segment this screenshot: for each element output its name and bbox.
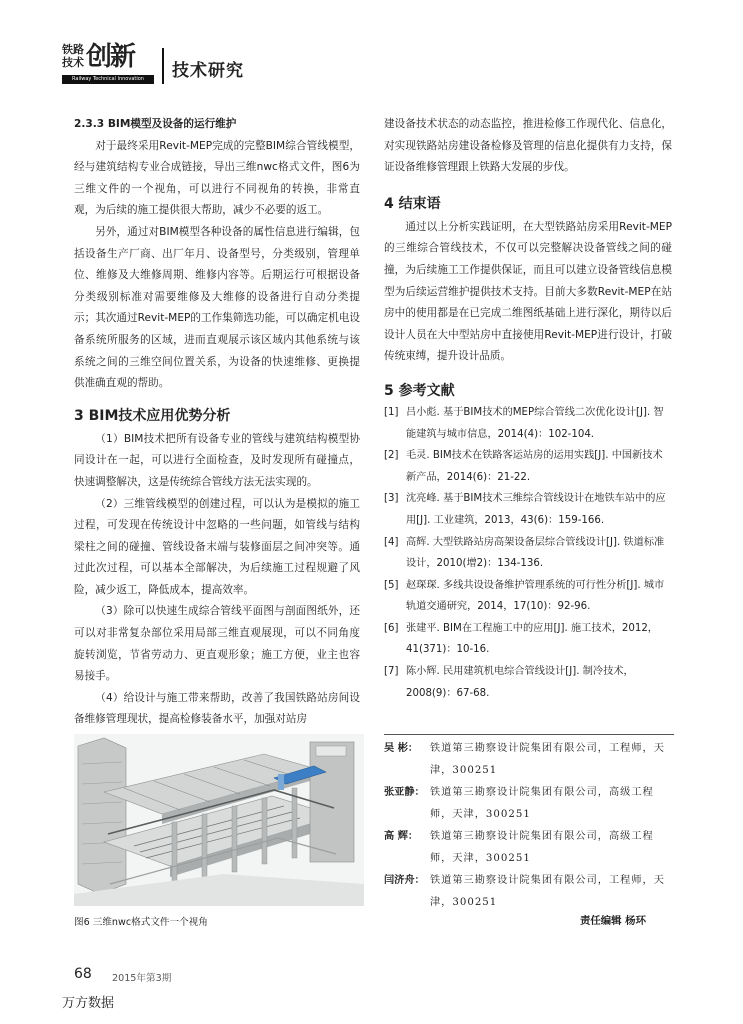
author-affiliation: 铁道第三勘察设计院集团有限公司，高级工程师，天津，300251	[430, 787, 654, 820]
reference-text: 毛灵. BIM技术在铁路客运站房的运用实践[J]. 中国新技术新产品，2014(6)：21-22.	[406, 450, 663, 483]
3d-model-illustration	[74, 734, 364, 906]
reference-text: 张建平. BIM在工程施工中的应用[J]. 施工技术，2012，41(371)：10-16.	[406, 622, 658, 656]
figure-6-caption: 图6 三维nwc格式文件一个视角	[74, 917, 208, 928]
page-number: 68	[74, 966, 92, 982]
author-name: 闫济舟：	[384, 875, 425, 886]
paragraph: （2）三维管线模型的创建过程，可以认为是模拟的施工过程，可发现在传统设计中忽略的一些问题，如管线与结构梁柱之间的碰撞、管线设备末端与装修面层之间冲突等。通过此次过程，可以基本全部解决，为后续施工过程规避了风险，减少返工，降低成本，提高效率。	[74, 497, 360, 596]
issue-label: 2015年第3期	[112, 973, 172, 984]
reference-item	[384, 618, 672, 661]
reference-text: 沈亮峰. 基于BIM技术三维综合管线设计在地铁车站中的应用[J]. 工业建筑，2013，43(6)：159-166.	[406, 493, 666, 526]
reference-text: 赵琛琛. 多线共设设备维护管理系统的可行性分析[J]. 城市轨道交通研究，2014，17(10)：92-96.	[406, 579, 665, 613]
reference-text: 陈小辉. 民用建筑机电综合管线设计[J]. 制冷技术，2008(9)：67-68.	[406, 666, 634, 699]
figure-6-image	[74, 734, 364, 906]
editor-credit: 责任编辑 杨环	[580, 915, 646, 927]
reference-item	[384, 575, 672, 618]
author-name: 张亚静：	[384, 787, 425, 798]
section-3-title: 3 BIM技术应用优势分析	[74, 407, 231, 424]
reference-number: [5]	[384, 579, 399, 591]
reference-number: [4]	[384, 536, 399, 548]
author-entry	[384, 826, 674, 870]
reference-list	[384, 402, 672, 704]
reference-item	[384, 402, 672, 445]
author-affiliation: 铁道第三勘察设计院集团有限公司，工程师，天津，300251	[430, 743, 665, 776]
reference-text: 吕小彪. 基于BIM技术的MEP综合管线二次优化设计[J]. 智能建筑与城市信息，2014(4)：102-104.	[406, 406, 664, 440]
author-name: 高 辉：	[384, 831, 419, 842]
column-title: 技术研究	[172, 61, 244, 81]
author-name: 吴 彬：	[384, 743, 419, 754]
paragraph: 通过以上分析实践证明，在大型铁路站房采用Revit-MEP的三维综合管线技术，不仅可以完整解决设备管线之间的碰撞，为后续施工工作提供保证，而且可以建立设备管线信息模型为后续运营维护提供技术支持。目前大多数Revit-MEP在站房中的使用都是在已完成二维图纸基础上进行深化，期待以后设计人员在大中型站房中直接使用Revit-MEP进行设计，打破传统束缚，提升设计品质。	[384, 220, 672, 363]
paragraph: （4）给设计与施工带来帮助，改善了我国铁路站房间设备维修管理现状，提高检修装备水平，加强对站房	[74, 691, 360, 726]
paragraph: 对于最终采用Revit-MEP完成的完整BIM综合管线模型，经与建筑结构专业合成链接，导出三维nwc格式文件，图6为三维文件的一个视角，可以进行不同视角的转换，非常直观，为后续的施工提供很大帮助，减少不必要的返工。	[74, 139, 360, 217]
header-divider	[162, 48, 164, 84]
reference-text: 高辉. 大型铁路站房高架设备层综合管线设计[J]. 铁道标准设计，2010(增2)：134-136.	[406, 536, 665, 570]
reference-number: [7]	[384, 666, 399, 678]
paragraph: （3）除可以快速生成综合管线平面图与剖面图纸外，还可以对非常复杂部位采用局部三维直观展现，可以不同角度旋转浏览，节省劳动力、更直观形象；施工方便，业主也容易接手。	[74, 605, 360, 683]
reference-number: [1]	[384, 406, 399, 418]
paragraph: 建设备技术状态的动态监控，推进检修工作现代化、信息化，对实现铁路站房建设备检修及管理的信息化提供有力支持，保证设备维修管理跟上铁路大发展的步伐。	[384, 118, 672, 174]
reference-item	[384, 661, 672, 704]
paragraph: （1）BIM技术把所有设备专业的管线与建筑结构模型协同设计在一起，可以进行全面检查，及时发现所有碰撞点，快速调整解决，这是传统综合管线方法无法实现的。	[74, 432, 360, 488]
section-2-3-3-title: 2.3.3 BIM模型及设备的运行维护	[74, 118, 237, 130]
right-column	[384, 114, 672, 704]
logo-small-text-1: 铁路	[62, 43, 84, 56]
author-affiliation: 铁道第三勘察设计院集团有限公司，高级工程师，天津，300251	[430, 831, 654, 864]
logo-big-text: 创新	[86, 42, 135, 72]
reference-item	[384, 445, 672, 488]
reference-number: [2]	[384, 450, 399, 462]
section-5-title: 5 参考文献	[384, 382, 455, 399]
journal-logo	[62, 44, 158, 90]
reference-item	[384, 488, 672, 531]
section-4-title: 4 结束语	[384, 195, 441, 212]
author-entry	[384, 870, 674, 914]
author-info	[384, 738, 674, 914]
author-affiliation: 铁道第三勘察设计院集团有限公司，工程师，天津，300251	[430, 875, 665, 908]
author-entry	[384, 738, 674, 782]
reference-number: [3]	[384, 493, 399, 505]
logo-english-bar: Railway Technical Innovation	[62, 75, 154, 84]
logo-small-text-2: 技术	[62, 56, 84, 69]
reference-number: [6]	[384, 622, 399, 634]
paragraph: 另外，通过对BIM模型各种设备的属性信息进行编辑，包括设备生产厂商、出厂年月、设备型号，分类级别，管理单位、维修及大维修周期、维修内容等。后期运行可根据设备分类级别标准对需要维修及大维修的设备进行自动分类提示；其次通过Revit-MEP的工作集筛选功能，可以确定机电设备系统所服务的区域，进而直观展示该区域内其他系统与该系统之间的三维空间位置关系，为设备的快速维修、更换提供准确直观的帮助。	[74, 225, 360, 390]
author-divider	[384, 734, 674, 735]
source-watermark: 万方数据	[62, 996, 115, 1011]
author-entry	[384, 782, 674, 826]
left-column	[74, 114, 360, 731]
reference-item	[384, 532, 672, 575]
